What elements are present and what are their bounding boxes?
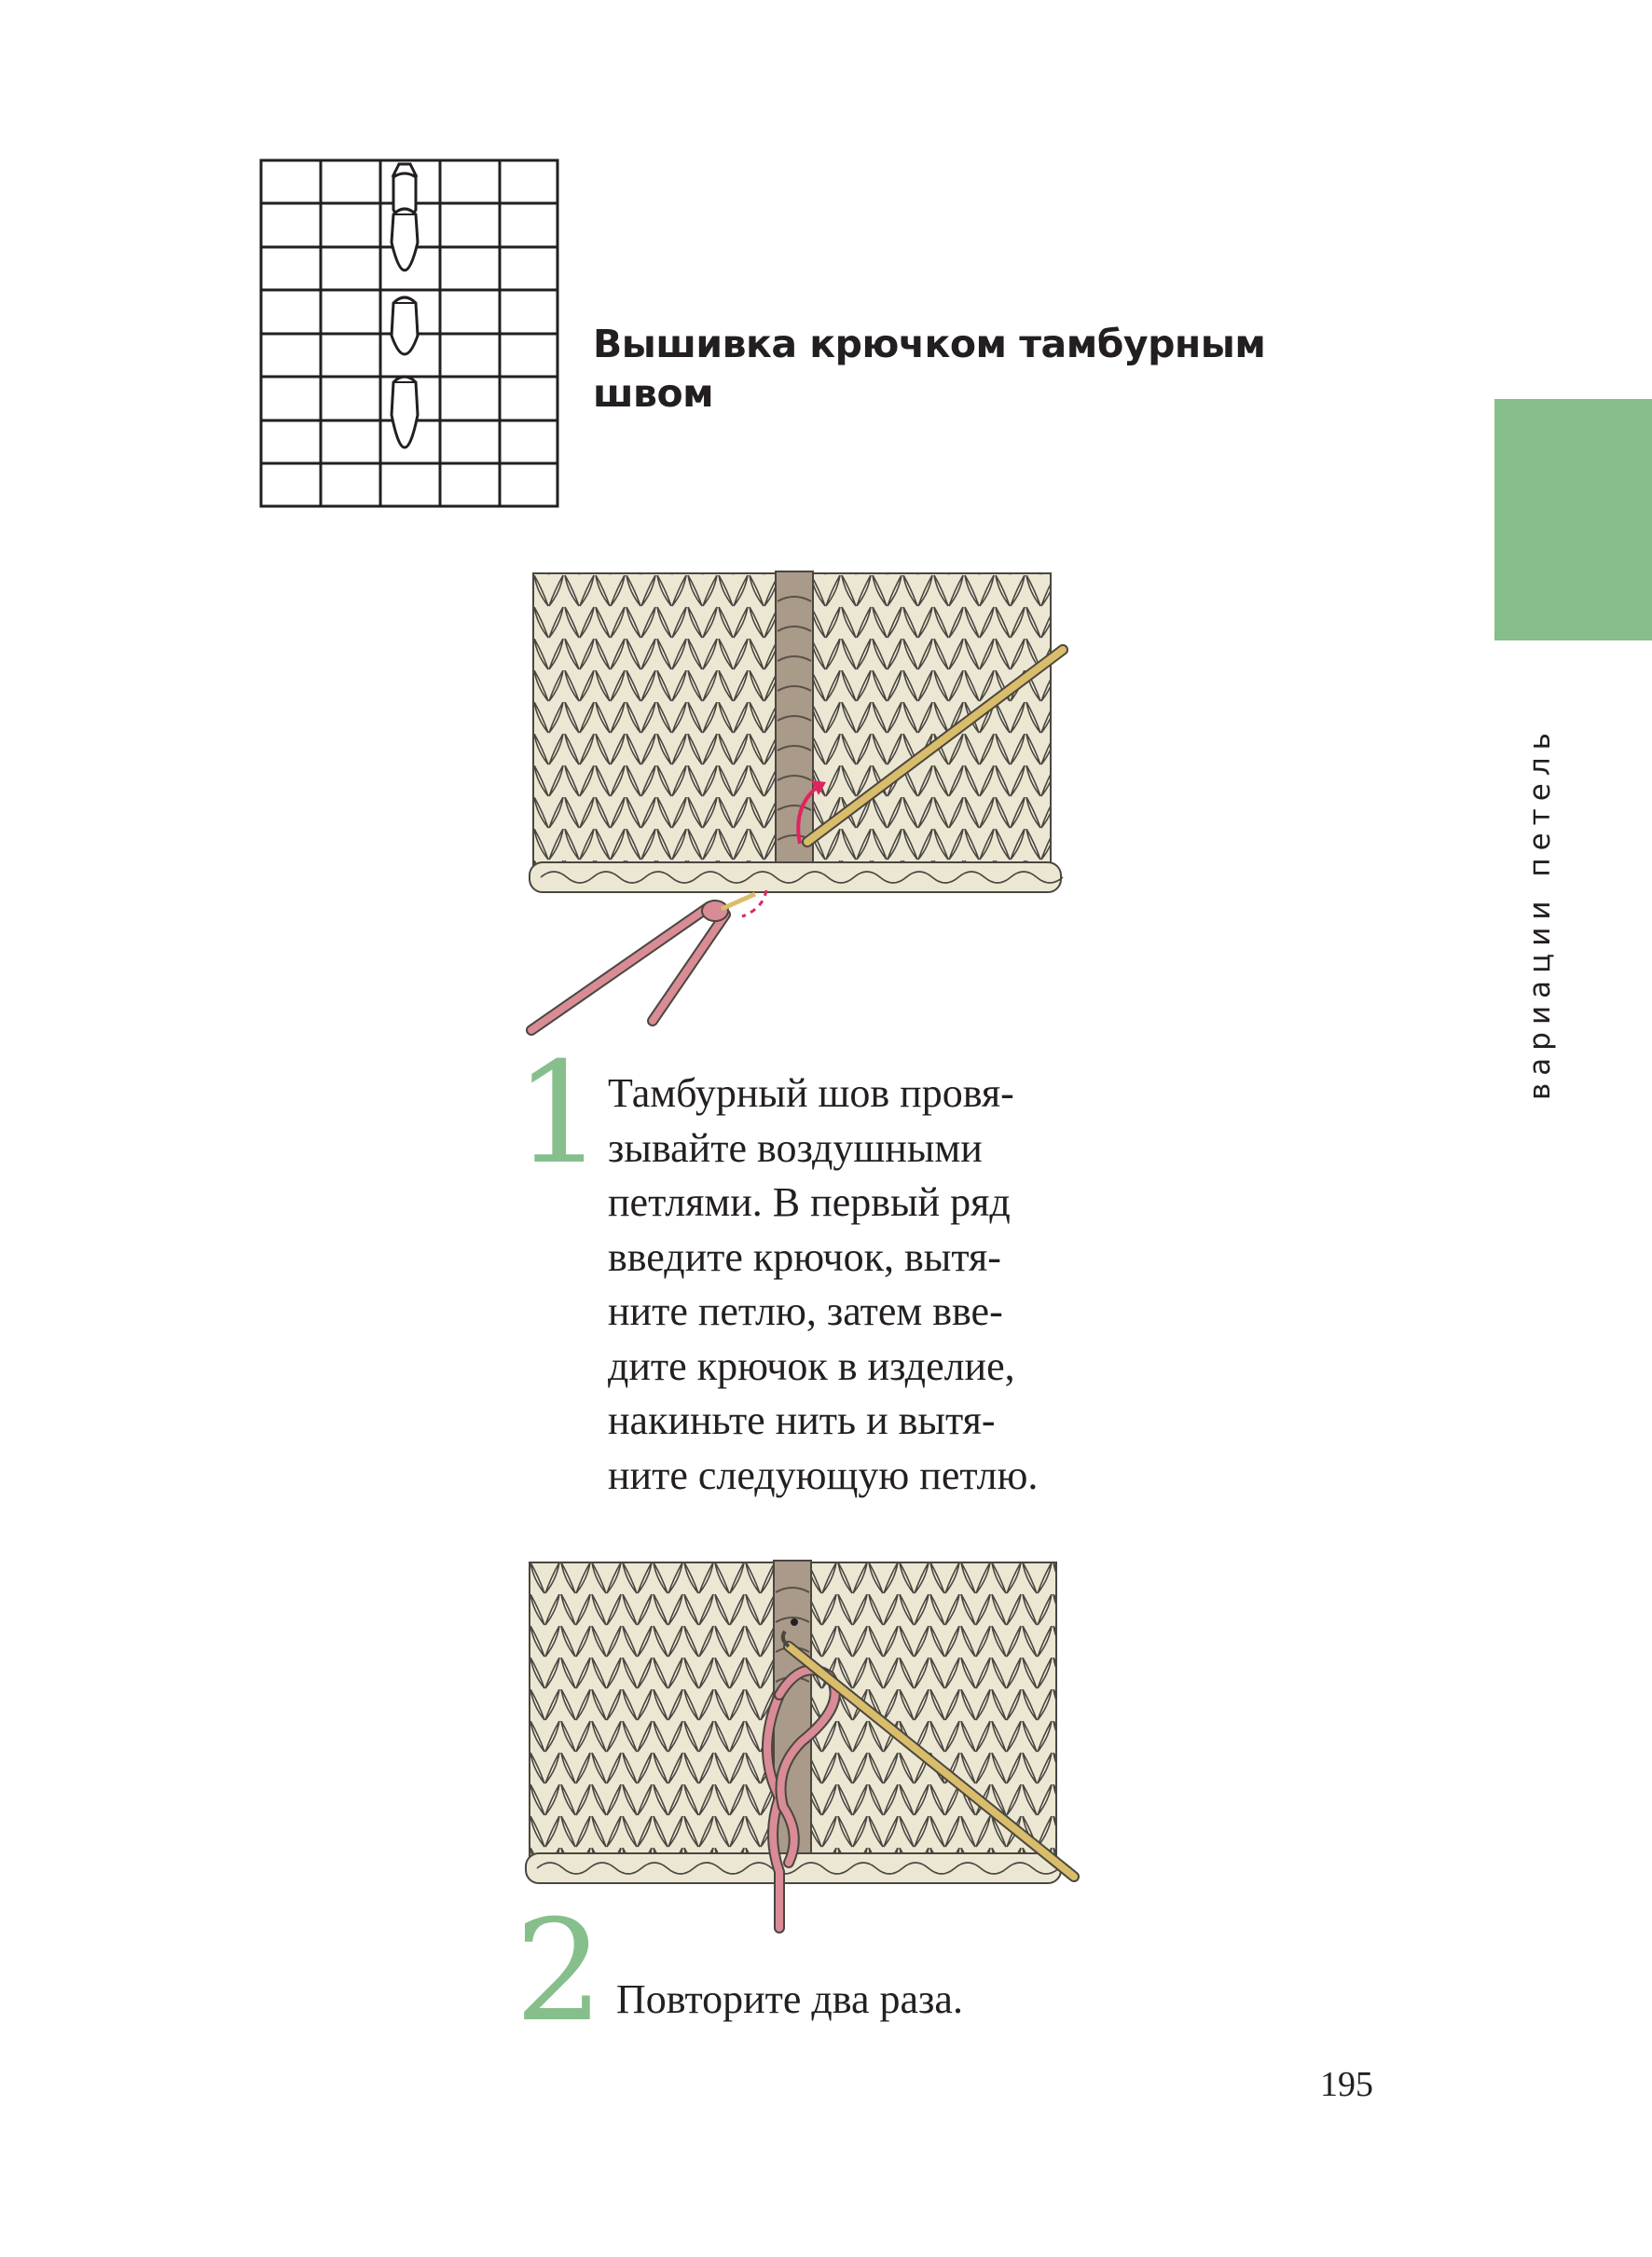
chapter-tab-marker: [1494, 399, 1652, 640]
step-2-illustration: [522, 1555, 1100, 1947]
step-2-number: 2: [515, 1891, 604, 2053]
step-1-line: введите крючок, вытя-: [608, 1233, 1001, 1280]
step-1-line: петлями. В первый ряд: [608, 1179, 1011, 1225]
step-1-line: накиньте нить и вытя-: [608, 1397, 996, 1443]
step-1-text: [608, 1067, 1130, 1503]
page-number: 195: [1320, 2065, 1373, 2104]
chain-stitch-column: [776, 571, 813, 872]
step-1-line: ните петлю, затем вве-: [608, 1288, 1003, 1334]
step-1-line: дите крючок в изделие,: [608, 1342, 1015, 1389]
stitch-chart-grid: [259, 158, 559, 508]
section-title: Вышивка крючком тамбурным швом: [593, 322, 1266, 416]
cast-on-edge: [530, 862, 1063, 892]
chain-stitch-symbol: [392, 164, 418, 447]
step-2-text: Повторите два раза.: [616, 1976, 963, 2022]
chapter-side-label: вариации петель: [1523, 725, 1557, 1100]
step-1-line: зывайте воздушными: [608, 1124, 983, 1171]
step-1-line: Тамбурный шов провя-: [608, 1070, 1014, 1116]
step-1-line: ните следующую петлю.: [608, 1452, 1039, 1498]
step-1-illustration: [522, 564, 1100, 1049]
yarn-strands: [531, 894, 755, 1030]
step-1-number: 1: [515, 1033, 604, 1195]
